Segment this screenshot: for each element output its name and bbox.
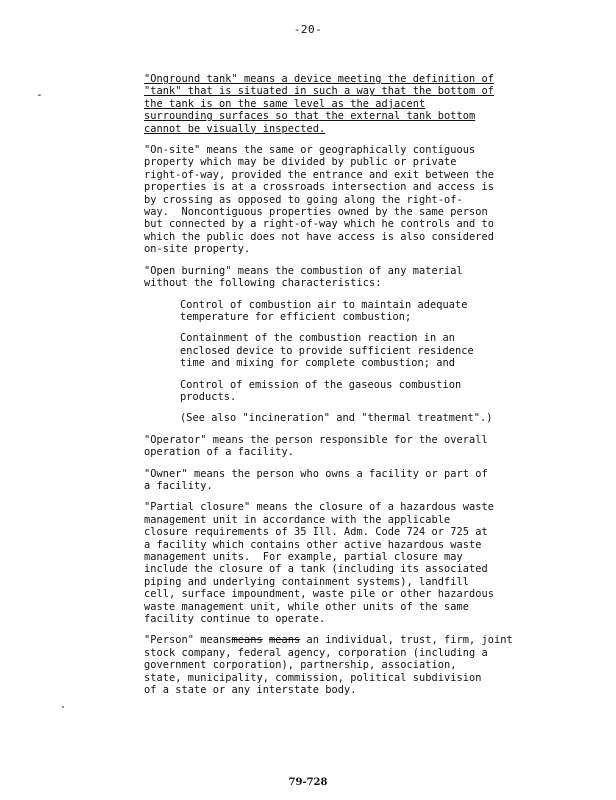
person-line: state, municipality, commission, political subdivision — [144, 671, 482, 684]
text-line: management units. For example, partial closure may — [144, 551, 463, 563]
text-line: way. Noncontiguous properties owned by the same person — [144, 206, 488, 219]
text-line: a facility which contains other active hazardous waste — [144, 538, 482, 551]
definitions-list — [144, 73, 556, 625]
text-line: temperature for efficient combustion; — [180, 310, 412, 323]
text-line: right-of-way, provided the entrance and exit between the — [144, 168, 494, 181]
document-body — [144, 73, 556, 705]
definition-ob-see-also — [144, 412, 556, 424]
person-term: "Person" means — [144, 634, 232, 647]
struck-word-1: means — [231, 634, 263, 647]
person-line: of a state or any interstate body. — [144, 684, 357, 697]
person-line: stock company, federal agency, corporation (including a — [144, 646, 488, 659]
text-line: "On-site" means the same or geographically contiguous — [144, 144, 476, 157]
text-line: "Open burning" means the combustion of any material — [144, 264, 463, 277]
text-line: properties is at a crossroads intersection and access is — [144, 181, 494, 194]
person-line: government corporation), partnership, association, — [144, 659, 457, 672]
text-line: property which may be divided by public or private — [144, 156, 457, 169]
text-line: Containment of the combustion reaction in an — [180, 332, 455, 345]
text-line: include the closure of a tank (including its associated — [144, 563, 488, 576]
definition-operator — [144, 434, 556, 459]
text-line: on-site property. — [144, 243, 251, 256]
person-line-1 — [144, 634, 556, 646]
definition-onground-tank — [144, 73, 556, 135]
text-line: piping and underlying containment systems), landfill — [144, 575, 469, 588]
text-line: products. — [180, 390, 237, 403]
text-line: without the following characteristics: — [144, 277, 382, 290]
definition-on-site — [144, 144, 556, 256]
text-line: "Owner" means the person who owns a facility or part of — [144, 467, 488, 480]
definition-person — [144, 634, 556, 696]
definition-ob-item-1 — [144, 299, 556, 324]
text-line: which the public does not have access is also considered — [144, 230, 494, 243]
text-line: a facility. — [144, 479, 213, 492]
text-line: but connected by a right-of-way which he controls and to — [144, 218, 494, 231]
text-line: (See also "incineration" and "thermal treatment".) — [180, 412, 493, 425]
definition-ob-item-3 — [144, 379, 556, 404]
text-line: surrounding surfaces so that the external tank bottom — [144, 110, 476, 123]
margin-dot — [62, 706, 64, 708]
definition-open-burning — [144, 265, 556, 290]
text-line: management unit in accordance with the applicable — [144, 513, 451, 526]
person-line-1-rest: an individual, trust, firm, joint — [300, 634, 513, 647]
text-line: the tank is on the same level as the adjacent — [144, 97, 426, 110]
text-line: Control of combustion air to maintain adequate — [180, 298, 468, 311]
text-line: waste management unit, while other units of the same — [144, 600, 469, 613]
text-line: cannot be visually inspected. — [144, 122, 326, 135]
text-line: by crossing as opposed to going along the right-of- — [144, 193, 463, 206]
text-line: "Onground tank" means a device meeting the definition of — [144, 73, 494, 85]
definition-partial-closure — [144, 501, 556, 625]
footer-page-code: 79-728 — [288, 777, 328, 788]
definition-owner — [144, 468, 556, 493]
text-line: facility continue to operate. — [144, 613, 326, 626]
page-number: -20- — [293, 23, 323, 36]
text-line: enclosed device to provide sufficient residence — [180, 344, 474, 357]
text-line: Control of emission of the gaseous combustion — [180, 378, 462, 391]
text-line: "tank" that is situated in such a way that the bottom of — [144, 85, 494, 98]
definition-ob-item-2 — [144, 332, 556, 369]
text-line: "Operator" means the person responsible for the overall — [144, 433, 488, 446]
text-line: time and mixing for complete combustion; and — [180, 357, 455, 370]
struck-word-2: means — [269, 634, 301, 647]
text-line: operation of a facility. — [144, 446, 294, 459]
change-bar-mark: - — [36, 88, 43, 101]
text-line: closure requirements of 35 Ill. Adm. Code 724 or 725 at — [144, 526, 488, 539]
text-line: "Partial closure" means the closure of a hazardous waste — [144, 501, 494, 514]
text-line: cell, surface impoundment, waste pile or other hazardous — [144, 588, 494, 601]
